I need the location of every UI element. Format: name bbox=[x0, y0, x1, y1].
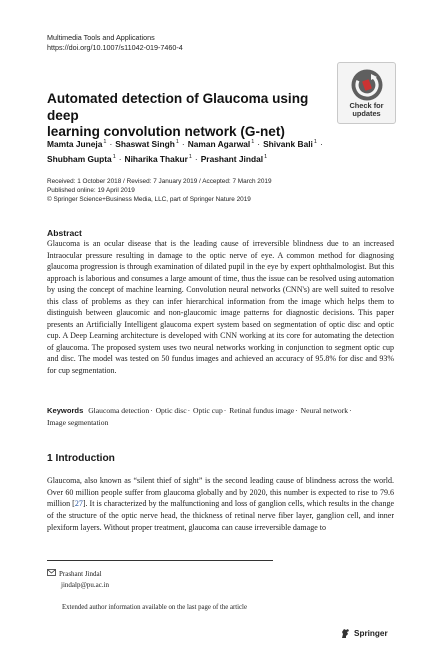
keyword-text: Neural network bbox=[300, 406, 349, 415]
intro-text-after: ]. It is characterized by the malfunctioning and loss of ganglion cells, which results in the change of the structure of the optic nerve head, the thickness of retinal nerve fiber layer, ganglion cell, and inner plexiform layers. Without proper treatment, glaucoma can cause irreversible damage to bbox=[47, 499, 395, 532]
author-separator: · bbox=[109, 138, 113, 149]
author-name[interactable]: Naman Agarwal bbox=[187, 138, 251, 149]
author-separator: · bbox=[118, 154, 122, 165]
springer-logo bbox=[340, 628, 388, 639]
author-affiliation: 1 bbox=[103, 139, 107, 145]
author-affiliation: 1 bbox=[313, 139, 317, 145]
keyword-separator: · bbox=[349, 406, 352, 415]
keyword-separator: · bbox=[223, 406, 227, 415]
introduction-text bbox=[47, 475, 394, 534]
author-affiliation: 1 bbox=[264, 154, 268, 161]
abstract-text: Glaucoma is an ocular disease that is the leading cause of irreversible blindness due to an increased Intraocular pressure resulting in damage to the optic nerve of eye. A common method for diagnosing glaucoma progression is through examination of dilated pupil in the eye by expert ophthalmologist. But this approach is laborious and consumes a large amount of time, thus the issue can be resolved using automation by using the concept of machine learning. Convolution neural networks (CNN's) are well suited to resolve this class of problems as they can infer hierarchical information from the image which helps them to distinguish between glaucomic and non-glaucomic image patterns for diagnostic decisions. This paper presents an Artificially Intelligent glaucoma expert system based on segmentation of optic disc and optic cup. A Deep Learning architecture is developed with CNN working at its core for automating the detection of glaucoma. The proposed system uses two neural networks working in conjunction to segment optic cup and disc. The model was tested on 50 fundus images and achieved an accuracy of 95.8% for disc and 93% for cup segmentation. bbox=[47, 239, 394, 375]
received-revised-accepted: Received: 1 October 2018 / Revised: 7 January 2019 / Accepted: 7 March 2019 bbox=[47, 178, 272, 185]
author-name[interactable]: Shaswat Singh bbox=[115, 138, 175, 149]
paper-title bbox=[47, 91, 317, 141]
keyword bbox=[193, 406, 227, 415]
title-line-1: Automated detection of Glaucoma using deep bbox=[47, 91, 309, 123]
badge-line2: updates bbox=[352, 109, 381, 118]
keyword bbox=[47, 418, 108, 427]
keyword bbox=[229, 406, 299, 415]
journal-header bbox=[47, 33, 183, 52]
copyright-notice: © Springer Science+Business Media, LLC, part of Springer Nature 2019 bbox=[47, 196, 251, 203]
keyword-text: Image segmentation bbox=[47, 417, 109, 427]
journal-name: Multimedia Tools and Applications bbox=[47, 33, 155, 42]
keyword-separator: · bbox=[187, 406, 191, 415]
keyword-separator: · bbox=[150, 406, 153, 415]
published-online: Published online: 19 April 2019 bbox=[47, 187, 135, 194]
corresponding-author bbox=[47, 569, 109, 590]
keyword bbox=[156, 406, 192, 415]
springer-wordmark: Springer bbox=[354, 629, 388, 638]
author-separator: · bbox=[319, 138, 323, 149]
keyword-text: Glaucoma detection bbox=[88, 406, 150, 415]
keyword-text: Retinal fundus image bbox=[229, 406, 295, 415]
author-separator: · bbox=[257, 138, 261, 149]
footnote-divider bbox=[47, 560, 273, 561]
envelope-icon bbox=[47, 569, 59, 580]
citation-link[interactable]: 27 bbox=[74, 499, 83, 509]
badge-line1: Check for bbox=[349, 101, 384, 110]
author-separator: · bbox=[181, 138, 185, 149]
keyword-text: Optic cup bbox=[193, 406, 223, 415]
author-name[interactable]: Niharika Thakur bbox=[124, 154, 188, 165]
keyword-separator: · bbox=[295, 406, 298, 415]
author-affiliation: 1 bbox=[188, 154, 192, 161]
check-for-updates-icon bbox=[350, 68, 384, 102]
doi-link[interactable]: https://doi.org/10.1007/s11042-019-7460-4 bbox=[47, 42, 183, 52]
keywords-block bbox=[47, 405, 394, 428]
abstract-heading: Abstract bbox=[47, 228, 82, 238]
keyword bbox=[301, 406, 353, 415]
introduction-heading: 1 Introduction bbox=[47, 453, 115, 464]
check-for-updates-badge[interactable] bbox=[337, 62, 396, 124]
contact-name: Prashant Jindal bbox=[59, 570, 102, 578]
extended-author-info: Extended author information available on the last page of the article bbox=[62, 604, 247, 611]
contact-email[interactable]: jindalp@pu.ac.in bbox=[61, 580, 110, 589]
intro-text-before: Glaucoma, also known as “silent thief of sight” is the second leading cause of blindness across the world. Over 60 million people suffer from glaucoma globally and by 2020, this number is expected to rise to 79.6 million [ bbox=[47, 476, 394, 509]
author-line-1 bbox=[47, 136, 347, 151]
author-name[interactable]: Shubham Gupta bbox=[47, 154, 112, 165]
keyword bbox=[88, 406, 153, 415]
author-affiliation: 1 bbox=[251, 139, 255, 145]
keyword-text: Optic disc bbox=[155, 406, 187, 415]
author-separator: · bbox=[194, 154, 198, 165]
keywords-label: Keywords bbox=[47, 406, 84, 415]
publication-dates bbox=[47, 177, 272, 204]
author-affiliation: 1 bbox=[175, 139, 179, 145]
author-name[interactable]: Mamta Juneja bbox=[47, 138, 103, 149]
contact-name-row bbox=[47, 569, 109, 580]
author-name[interactable]: Prashant Jindal bbox=[200, 154, 264, 165]
author-affiliation: 1 bbox=[112, 154, 116, 161]
title-line-2: learning convolution network (G-net) bbox=[47, 124, 285, 139]
author-line-2 bbox=[47, 151, 347, 166]
author-list bbox=[47, 136, 347, 167]
springer-horse-icon bbox=[340, 628, 351, 639]
author-name[interactable]: Shivank Bali bbox=[263, 138, 313, 149]
